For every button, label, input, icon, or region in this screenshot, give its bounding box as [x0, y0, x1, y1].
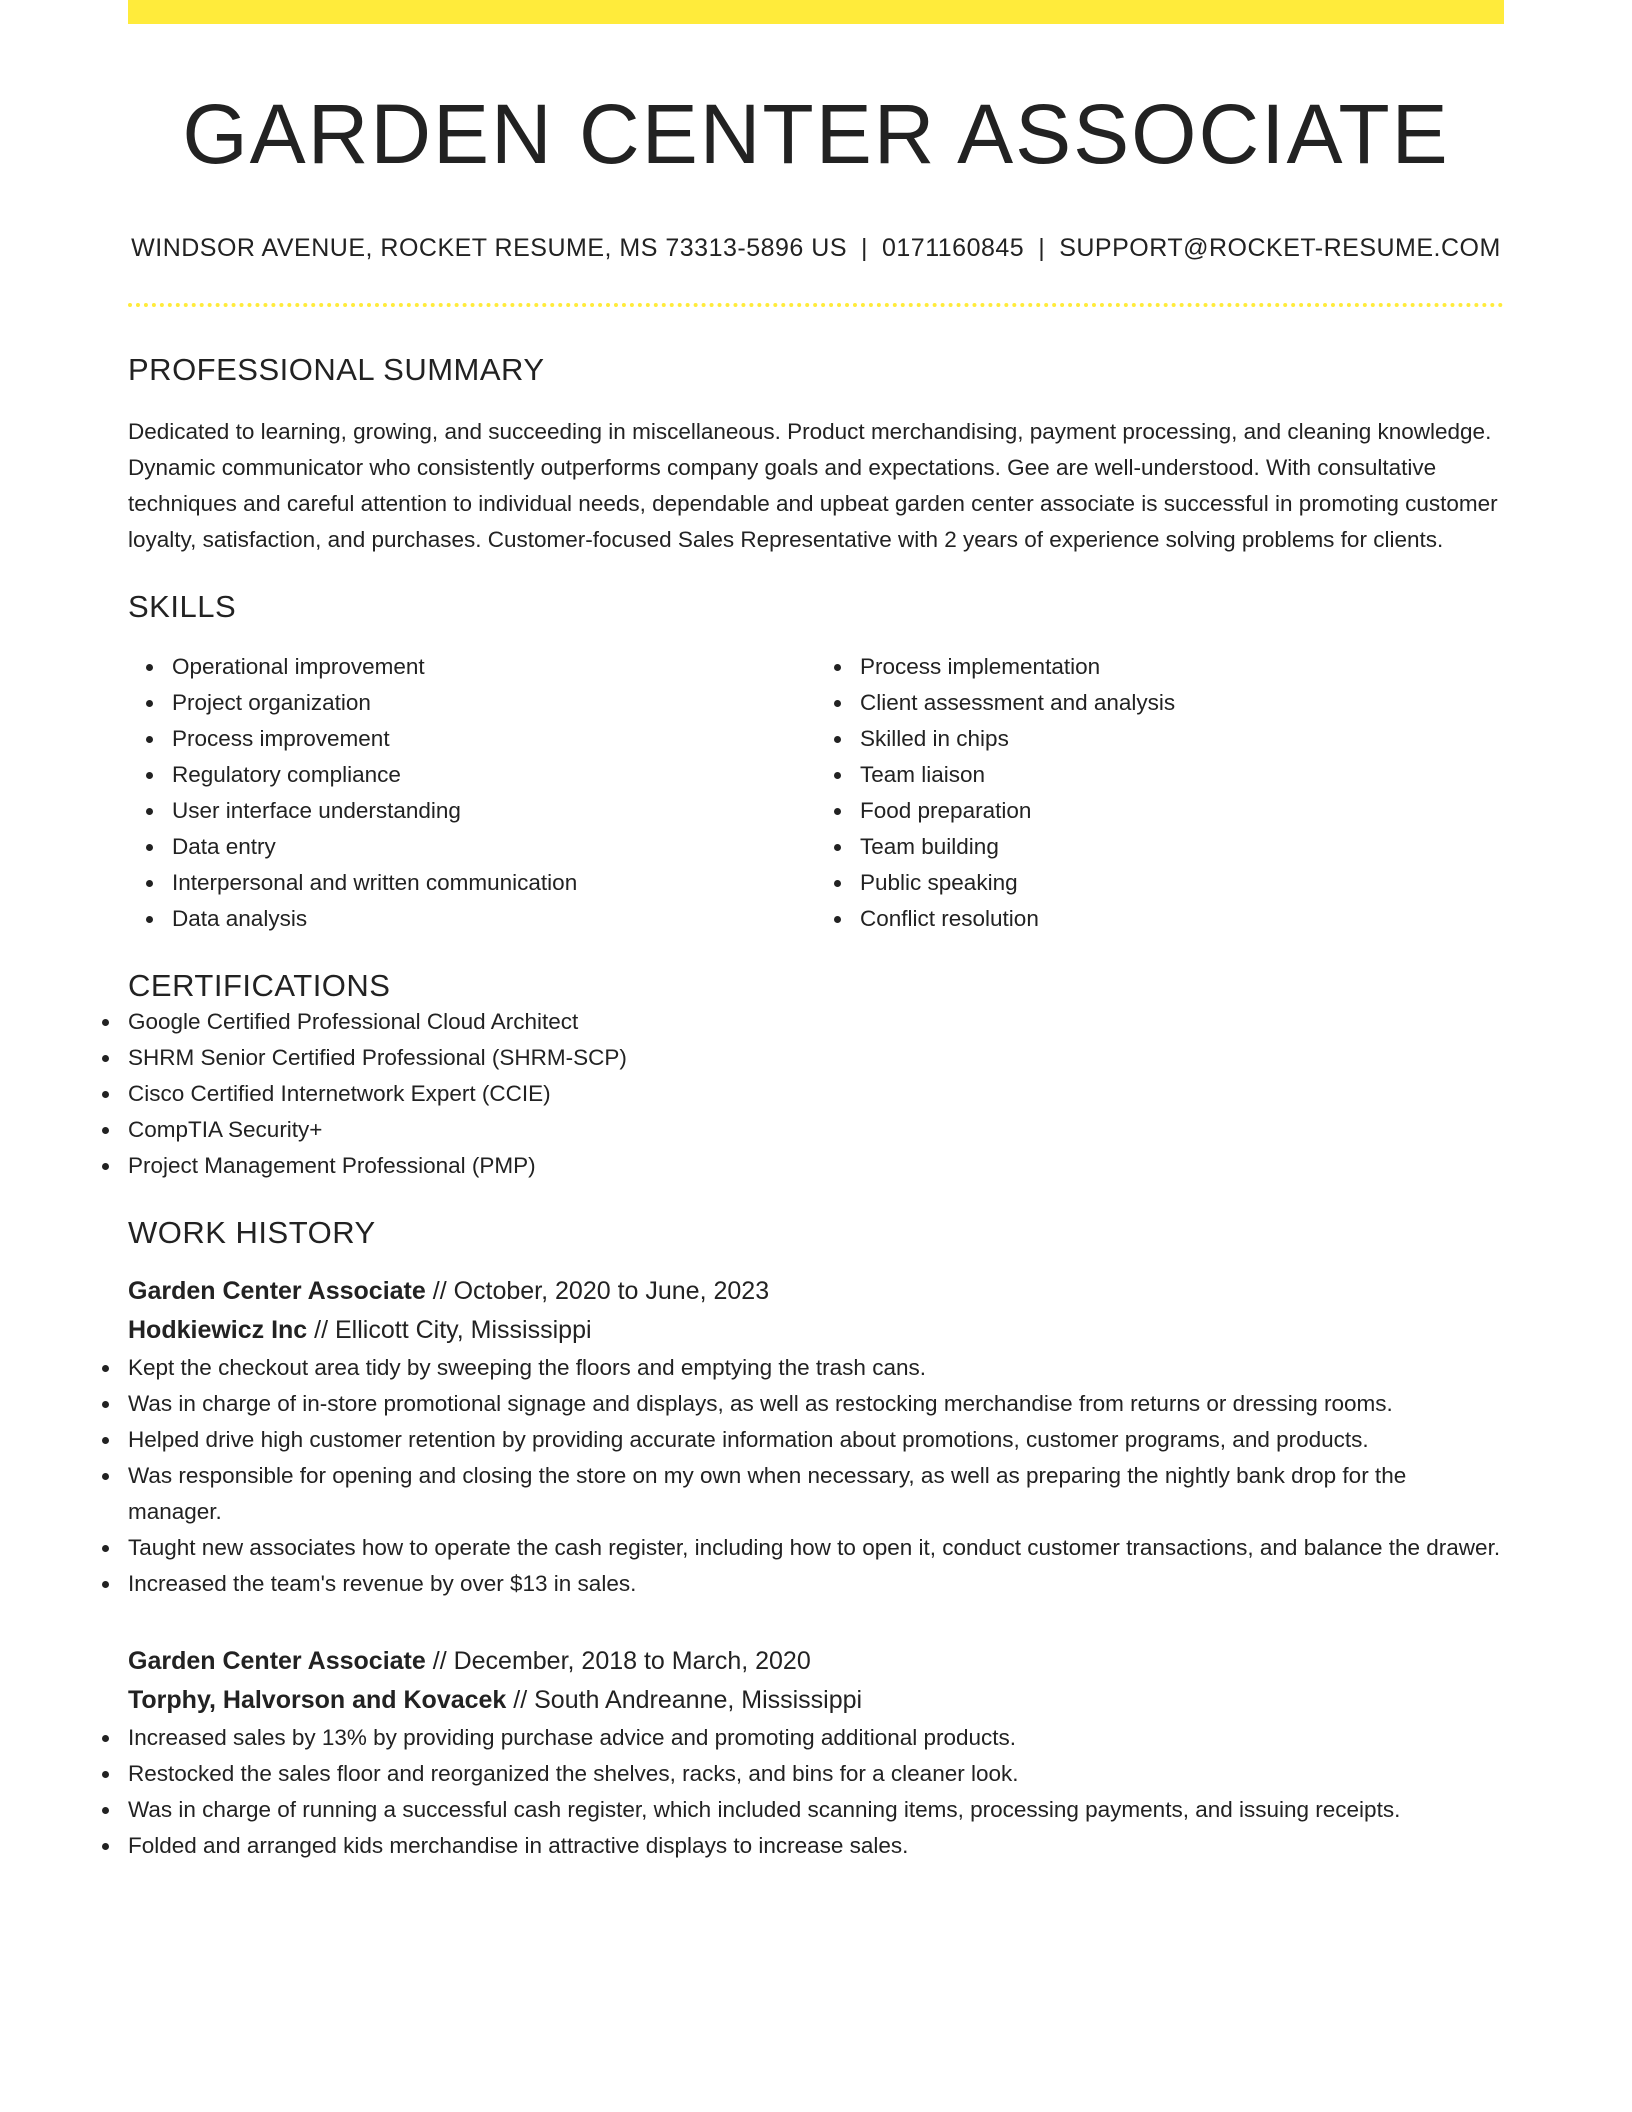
job-duties-list [128, 1350, 1504, 1602]
certification-item: Google Certified Professional Cloud Architect [128, 1004, 1504, 1040]
certification-item: Cisco Certified Internetwork Expert (CCIE) [128, 1076, 1504, 1112]
skills-list-left [172, 649, 816, 937]
certification-item: Project Management Professional (PMP) [128, 1148, 1504, 1184]
skills-list-right [860, 649, 1504, 937]
job-duty-item: Was in charge of in-store promotional signage and displays, as well as restocking merchandise from returns or dressing rooms. [128, 1386, 1504, 1422]
contact-line [128, 233, 1504, 263]
header-divider [128, 303, 1504, 307]
contact-phone: 0171160845 [882, 233, 1025, 262]
skill-item: Team building [860, 829, 1504, 865]
certification-item: SHRM Senior Certified Professional (SHRM-SCP) [128, 1040, 1504, 1076]
skill-item: Public speaking [860, 865, 1504, 901]
job-company-line [128, 1311, 1504, 1350]
job-duty-item: Kept the checkout area tidy by sweeping the floors and emptying the trash cans. [128, 1350, 1504, 1386]
job-location: // Ellicott City, Mississippi [307, 1315, 592, 1344]
job-dates: // December, 2018 to March, 2020 [425, 1646, 811, 1675]
skill-item: Process improvement [172, 721, 816, 757]
contact-separator: | [1038, 233, 1046, 262]
summary-text: Dedicated to learning, growing, and succeeding in miscellaneous. Product merchandising, payment processing, and cleaning knowledge. Dynamic communicator who consistently outperforms company goals and expectations. Gee are well-understood. With consultative techniques and careful attention to individual needs, dependable and upbeat garden center associate is successful in promoting customer loyalty, satisfaction, and purchases. Customer-focused Sales Representative with 2 years of experience solving problems for clients. [128, 418, 1498, 552]
skill-item: Data analysis [172, 901, 816, 937]
job-location: // South Andreanne, Mississippi [506, 1685, 863, 1714]
summary-heading: PROFESSIONAL SUMMARY [128, 351, 545, 387]
job-company: Torphy, Halvorson and Kovacek [128, 1685, 507, 1714]
skills-grid [128, 649, 1504, 937]
certifications-list [128, 1004, 1504, 1184]
work-history-heading: WORK HISTORY [128, 1215, 376, 1251]
job-dates: // October, 2020 to June, 2023 [425, 1276, 770, 1305]
job-duty-item: Was in charge of running a successful cash register, which included scanning items, processing payments, and issuing receipts. [128, 1792, 1504, 1828]
job-duty-item: Taught new associates how to operate the cash register, including how to open it, conduct customer transactions, and balance the drawer. [128, 1530, 1504, 1566]
skill-item: Project organization [172, 685, 816, 721]
job-duty-item: Folded and arranged kids merchandise in attractive displays to increase sales. [128, 1828, 1504, 1864]
contact-separator: | [861, 233, 868, 262]
job-duty-item: Increased the team's revenue by over $13 in sales. [128, 1566, 1504, 1602]
resume-title: GARDEN CENTER ASSOCIATE [182, 87, 1450, 181]
job-company-line [128, 1681, 1504, 1720]
skill-item: Conflict resolution [860, 901, 1504, 937]
job-role: Garden Center Associate [128, 1646, 426, 1675]
job-duty-item: Increased sales by 13% by providing purchase advice and promoting additional products. [128, 1720, 1504, 1756]
skills-column-left [128, 649, 816, 937]
skill-item: Interpersonal and written communication [172, 865, 816, 901]
job-entry [128, 1272, 1504, 1602]
job-role-line [128, 1272, 1504, 1311]
job-entry [128, 1642, 1504, 1864]
skills-heading: SKILLS [128, 588, 237, 624]
job-role-line [128, 1642, 1504, 1681]
accent-bar [128, 0, 1504, 24]
skill-item: User interface understanding [172, 793, 816, 829]
skill-item: Food preparation [860, 793, 1504, 829]
job-duty-item: Restocked the sales floor and reorganized the shelves, racks, and bins for a cleaner look. [128, 1756, 1504, 1792]
job-company: Hodkiewicz Inc [128, 1315, 308, 1344]
job-duty-item: Helped drive high customer retention by providing accurate information about promotions, customer programs, and products. [128, 1422, 1504, 1458]
skill-item: Team liaison [860, 757, 1504, 793]
job-role: Garden Center Associate [128, 1276, 426, 1305]
certifications-heading: CERTIFICATIONS [128, 968, 391, 1004]
resume-page [128, 0, 1504, 1864]
skill-item: Client assessment and analysis [860, 685, 1504, 721]
contact-address: WINDSOR AVENUE, ROCKET RESUME, MS 73313-5896 US [131, 233, 847, 262]
certification-item: CompTIA Security+ [128, 1112, 1504, 1148]
job-duties-list [128, 1720, 1504, 1864]
skill-item: Operational improvement [172, 649, 816, 685]
skill-item: Process implementation [860, 649, 1504, 685]
skill-item: Regulatory compliance [172, 757, 816, 793]
contact-email: SUPPORT@ROCKET-RESUME.COM [1059, 233, 1501, 262]
job-duty-item: Was responsible for opening and closing the store on my own when necessary, as well as preparing the nightly bank drop for the manager. [128, 1458, 1504, 1530]
skill-item: Skilled in chips [860, 721, 1504, 757]
skill-item: Data entry [172, 829, 816, 865]
skills-column-right [816, 649, 1504, 937]
